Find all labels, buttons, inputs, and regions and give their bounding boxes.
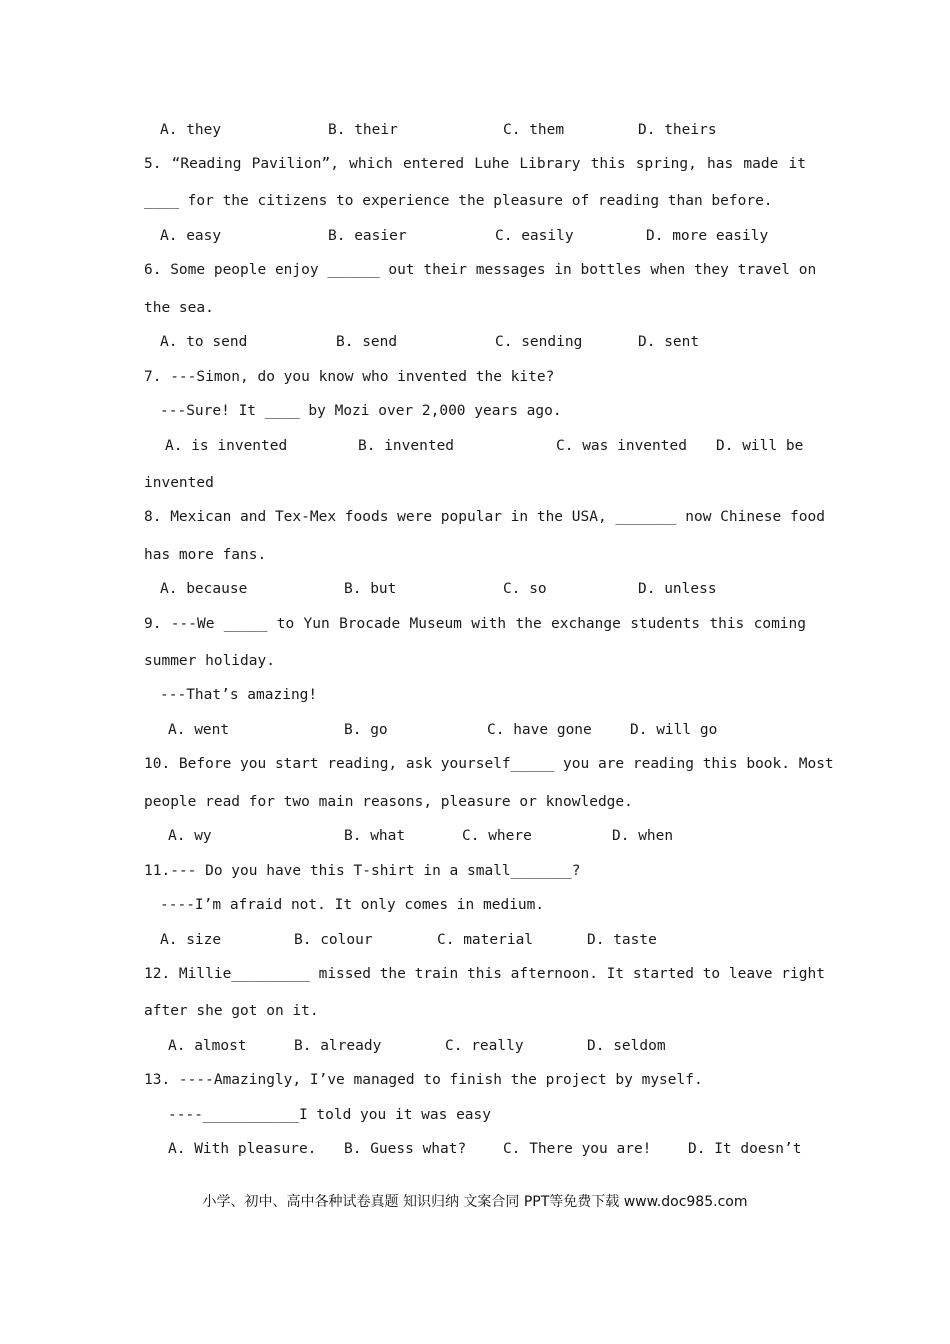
q10-option-a: A. wy xyxy=(168,828,212,844)
q12-option-c: C. really xyxy=(445,1038,524,1054)
q7-option-d: D. will be xyxy=(716,438,804,454)
q11-option-b: B. colour xyxy=(294,932,373,948)
q9-option-d: D. will go xyxy=(630,722,718,738)
q10-option-c: C. where xyxy=(462,828,532,844)
q12-stem-line2: after she got on it. xyxy=(144,1003,319,1019)
q8-option-c: C. so xyxy=(503,581,547,597)
q7-option-c: C. was invented xyxy=(556,438,687,454)
q10-stem-line1: 10. Before you start reading, ask yourself_____ you are reading this book. Most xyxy=(144,756,834,772)
q9-stem-line1: 9. ---We _____ to Yun Brocade Museum with the exchange students this coming xyxy=(144,616,806,632)
q7-option-b: B. invented xyxy=(358,438,455,454)
q5-stem-line2: ____ for the citizens to experience the pleasure of reading than before. xyxy=(144,193,773,209)
q8-option-b: B. but xyxy=(344,581,397,597)
q12-options xyxy=(0,1037,950,1055)
q7-option-d-wrap: invented xyxy=(144,475,214,491)
q13-options xyxy=(0,1140,950,1158)
q7-options xyxy=(0,437,950,455)
q9-response: ---That’s amazing! xyxy=(160,687,318,703)
q11-options xyxy=(0,931,950,949)
q9-stem-line2: summer holiday. xyxy=(144,653,275,669)
q5-option-d: D. more easily xyxy=(646,228,769,244)
q6-stem-line1: 6. Some people enjoy ______ out their messages in bottles when they travel on xyxy=(144,262,817,278)
q12-stem-line1: 12. Millie_________ missed the train this afternoon. It started to leave right xyxy=(144,966,825,982)
q4-option-d: D. theirs xyxy=(638,122,717,138)
q4-option-a: A. they xyxy=(160,122,222,138)
q5-option-c: C. easily xyxy=(495,228,574,244)
q6-stem-line2: the sea. xyxy=(144,300,214,316)
q10-option-d: D. when xyxy=(612,828,674,844)
q7-stem-line2: ---Sure! It ____ by Mozi over 2,000 years ago. xyxy=(160,403,562,419)
q13-response: ----___________I told you it was easy xyxy=(168,1107,492,1123)
page-footer: 小学、初中、高中各种试卷真题 知识归纳 文案合同 PPT等免费下载 www.doc985.com xyxy=(202,1194,748,1210)
q10-options xyxy=(0,827,950,845)
q6-option-c: C. sending xyxy=(495,334,583,350)
q8-option-d: D. unless xyxy=(638,581,717,597)
q10-option-b: B. what xyxy=(344,828,406,844)
q9-option-b: B. go xyxy=(344,722,388,738)
q11-option-a: A. size xyxy=(160,932,222,948)
q6-option-d: D. sent xyxy=(638,334,700,350)
q9-options xyxy=(0,721,950,739)
q9-option-a: A. went xyxy=(168,722,230,738)
q5-options xyxy=(0,227,950,245)
q10-stem-line2: people read for two main reasons, pleasure or knowledge. xyxy=(144,794,633,810)
q8-stem-line2: has more fans. xyxy=(144,547,267,563)
q11-option-c: C. material xyxy=(437,932,534,948)
q7-option-a: A. is invented xyxy=(165,438,288,454)
q11-stem-line1: 11.--- Do you have this T-shirt in a small_______? xyxy=(144,863,581,879)
q8-options xyxy=(0,580,950,598)
q12-option-a: A. almost xyxy=(168,1038,247,1054)
q6-option-a: A. to send xyxy=(160,334,248,350)
q4-option-b: B. their xyxy=(328,122,398,138)
q12-option-d: D. seldom xyxy=(587,1038,666,1054)
q13-option-c: C. There you are! xyxy=(503,1141,652,1157)
q13-option-d: D. It doesn’t xyxy=(688,1141,802,1157)
q11-response: ----I’m afraid not. It only comes in medium. xyxy=(160,897,545,913)
q13-stem-line1: 13. ----Amazingly, I’ve managed to finish the project by myself. xyxy=(144,1072,703,1088)
q11-option-d: D. taste xyxy=(587,932,657,948)
q5-option-b: B. easier xyxy=(328,228,407,244)
q5-option-a: A. easy xyxy=(160,228,222,244)
q8-option-a: A. because xyxy=(160,581,248,597)
q12-option-b: B. already xyxy=(294,1038,382,1054)
q7-stem-line1: 7. ---Simon, do you know who invented the kite? xyxy=(144,369,555,385)
q6-option-b: B. send xyxy=(336,334,398,350)
q5-stem-line1: 5. “Reading Pavilion”, which entered Luhe Library this spring, has made it xyxy=(144,156,806,172)
q9-option-c: C. have gone xyxy=(487,722,592,738)
q4-options xyxy=(0,121,950,139)
q13-option-a: A. With pleasure. xyxy=(168,1141,317,1157)
q6-options xyxy=(0,333,950,351)
q8-stem-line1: 8. Mexican and Tex-Mex foods were popular in the USA, _______ now Chinese food xyxy=(144,509,825,525)
q4-option-c: C. them xyxy=(503,122,565,138)
q13-option-b: B. Guess what? xyxy=(344,1141,467,1157)
